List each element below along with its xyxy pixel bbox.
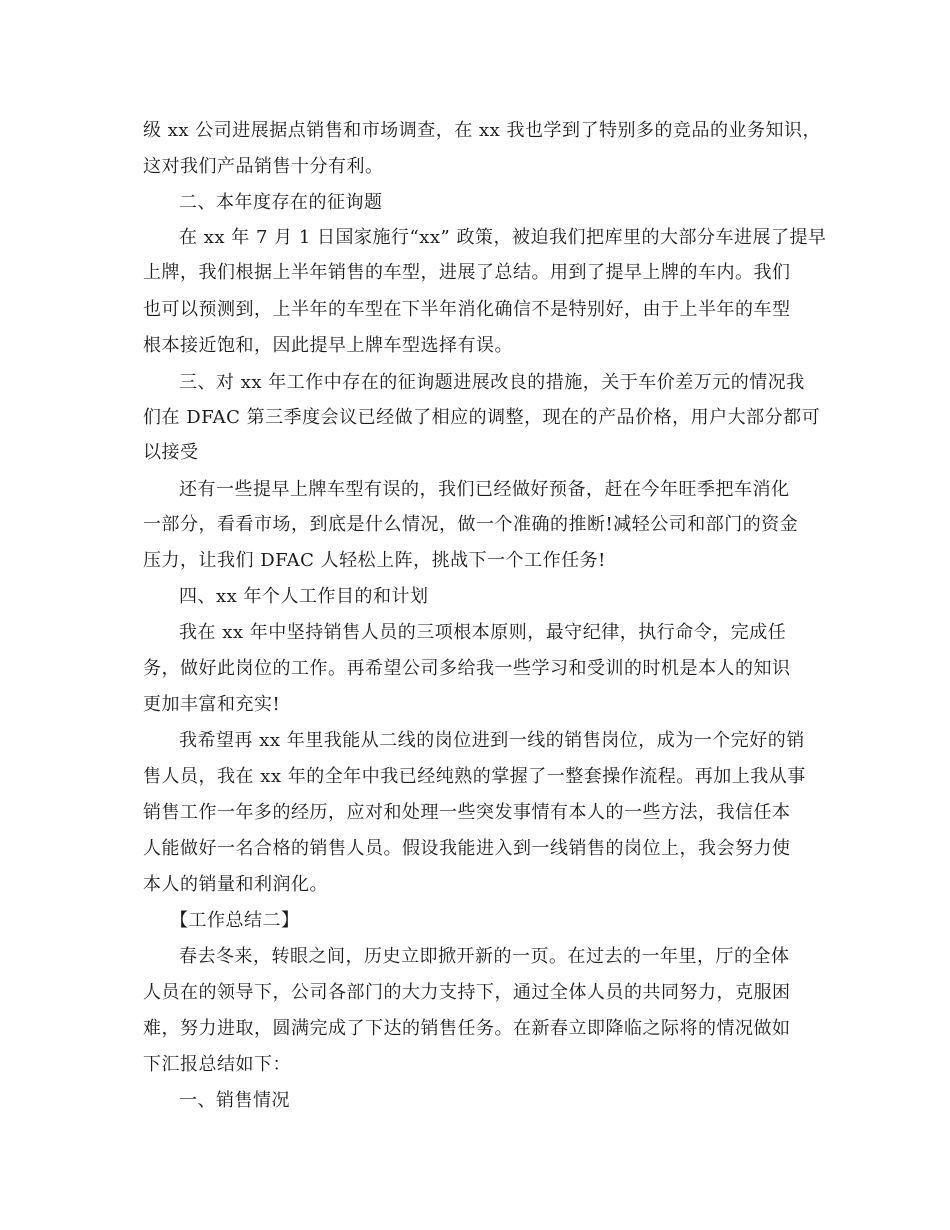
section-heading: 一、销售情况: [179, 1090, 290, 1111]
paragraph-line: 春去冬来，转眼之间，历史立即掀开新的一页。在过去的一年里，厅的全体: [179, 946, 790, 967]
paragraph-line: 售人员，我在 xx 年的全年中我已经纯熟的掌握了一整套操作流程。再加上我从事: [143, 766, 806, 787]
paragraph-line: 也可以预测到，上半年的车型在下半年消化确信不是特别好，由于上半年的车型: [143, 299, 791, 320]
paragraph-line: 这对我们产品销售十分有利。: [143, 156, 384, 177]
paragraph-line: 级 xx 公司进展据点销售和市场调查，在 xx 我也学到了特别多的竞品的业务知识，: [143, 120, 821, 141]
paragraph-line: 我在 xx 年中坚持销售人员的三项根本原则，最守纪律，执行命令，完成任: [179, 622, 787, 643]
section-heading: 四、xx 年个人工作目的和计划: [179, 586, 429, 607]
paragraph-line: 以接受: [143, 442, 199, 463]
paragraph-line: 销售工作一年多的经历，应对和处理一些突发事情有本人的一些方法，我信任本: [143, 802, 791, 823]
paragraph-line: 人能做好一名合格的销售人员。假设我能进入到一线销售的岗位上，我会努力使: [143, 838, 791, 859]
paragraph-line: 下汇报总结如下：: [143, 1054, 291, 1075]
paragraph-line: 压力，让我们 DFAC 人轻松上阵，挑战下一个工作任务!: [143, 550, 606, 571]
section-heading: 【工作总结二】: [170, 910, 300, 931]
paragraph-line: 上牌，我们根据上半年销售的车型，进展了总结。用到了提早上牌的车内。我们: [143, 262, 791, 283]
paragraph-line: 更加丰富和充实!: [143, 694, 281, 715]
paragraph-line: 根本接近饱和，因此提早上牌车型选择有误。: [143, 335, 513, 356]
paragraph-line: 们在 DFAC 第三季度会议已经做了相应的调整，现在的产品价格，用户大部分都可: [143, 407, 821, 428]
paragraph-line: 一部分，看看市场，到底是什么情况，做一个准确的推断!减轻公司和部门的资金: [143, 514, 799, 535]
paragraph-line: 本人的销量和利润化。: [143, 874, 328, 895]
section-heading: 二、本年度存在的征询题: [179, 192, 383, 213]
section-heading: 三、对 xx 年工作中存在的征询题进展改良的措施，关于车价差万元的情况我: [179, 372, 805, 393]
paragraph-line: 务，做好此岗位的工作。再希望公司多给我一些学习和受训的时机是本人的知识: [143, 658, 791, 679]
paragraph-line: 难，努力进取，圆满完成了下达的销售任务。在新春立即降临之际将的情况做如: [143, 1018, 791, 1039]
paragraph-line: 我希望再 xx 年里我能从二线的岗位进到一线的销售岗位，成为一个完好的销: [179, 730, 805, 751]
paragraph-line: 人员在的领导下，公司各部门的大力支持下，通过全体人员的共同努力，克服困: [143, 982, 791, 1003]
paragraph-line: 在 xx 年 7 月 1 日国家施行“xx” 政策，被迫我们把库里的大部分车进展了提早: [179, 227, 827, 248]
paragraph-line: 还有一些提早上牌车型有误的，我们已经做好预备，赶在今年旺季把车消化: [179, 479, 790, 500]
